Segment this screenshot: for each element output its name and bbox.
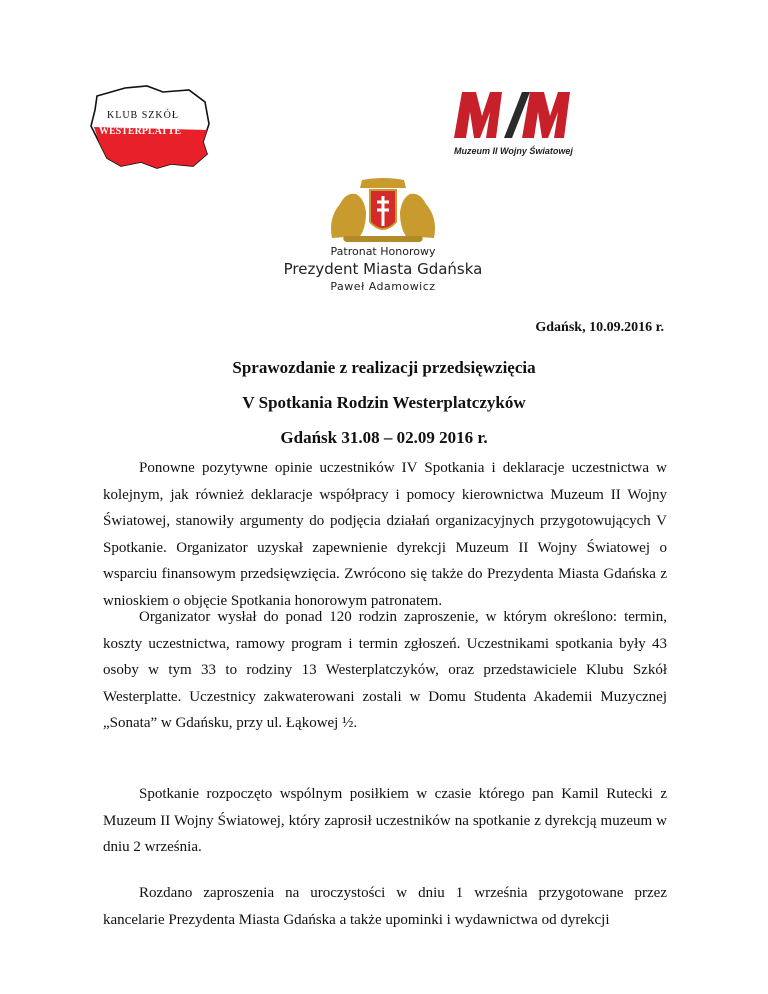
muzeum-logo-m-left xyxy=(454,92,502,138)
document-title: Sprawozdanie z realizacji przedsięwzięcia xyxy=(232,358,536,377)
paragraph-4 xyxy=(103,880,667,933)
document-dates: Gdańsk 31.08 – 02.09 2016 r. xyxy=(280,428,488,447)
muzeum-caption: Muzeum II Wojny Światowej xyxy=(454,146,573,156)
paragraph-4-text: Rozdano zaproszenia na uroczystości w dniu 1 września przygotowane przez kancelarie Prezydenta Miasta Gdańska a także upominki i wydawnictwa od dyrekcji xyxy=(103,885,667,928)
klub-szkol-westerplatte-logo xyxy=(85,82,215,172)
paragraph-1 xyxy=(103,455,667,615)
paragraph-1-text: Ponowne pozytywne opinie uczestników IV Spotkania i deklaracje uczestnictwa w kolejnym, jak również deklaracje współpracy i pomocy kierownictwa Muzeum II Wojny Światowej, stanowiły argumenty do podjęcia działań organizacyjnych przygotowujących V Spotkanie. Organizator uzyskał zapewnienie dyrekcji Muzeum II Wojny Światowej o wsparciu finansowym przedsięwzięcia. Zwrócono się także do Prezydenta Miasta Gdańska z wnioskiem o objęcie Spotkania honorowym patronatem. xyxy=(103,460,667,609)
paragraph-3-text: Spotkanie rozpoczęto wspólnym posiłkiem w czasie którego pan Kamil Rutecki z Muzeum II Wojny Światowej, który zaprosił uczestników na spotkanie z dyrekcją muzeum w dniu 2 września. xyxy=(103,786,667,856)
patronat-honorowy-badge xyxy=(272,172,494,306)
paragraph-2-text: Organizator wysłał do ponad 120 rodzin zaproszenie, w którym określono: termin, koszty uczestnictwa, ramowy program i termin zgłoszeń. Uczestnikami spotkania były 43 osoby w tym 33 to rodziny 13 Westerplatczyków, oraz przedstawiciele Klubu Szkół Westerplatte. Uczestnicy zakwaterowani zostali w Domu Studenta Akademii Muzycznej „Sonata” w Gdańsku, przy ul. Łąkowej ½. xyxy=(103,609,667,732)
klub-line2-text: WESTERPLATTE xyxy=(99,126,182,137)
document-date: Gdańsk, 10.09.2016 r. xyxy=(535,320,664,335)
gdansk-coat-of-arms-icon xyxy=(324,178,442,242)
patronat-line3: Paweł Adamowicz xyxy=(330,280,436,293)
klub-line1-text: KLUB SZKÓŁ xyxy=(107,110,179,121)
document-subtitle: V Spotkania Rodzin Westerplatczyków xyxy=(242,393,526,412)
muzeum-logo-m-right xyxy=(522,92,570,138)
paragraph-2 xyxy=(103,604,667,737)
patronat-line1: Patronat Honorowy xyxy=(330,245,436,258)
patronat-line2: Prezydent Miasta Gdańska xyxy=(283,260,483,278)
paragraph-3 xyxy=(103,781,667,861)
